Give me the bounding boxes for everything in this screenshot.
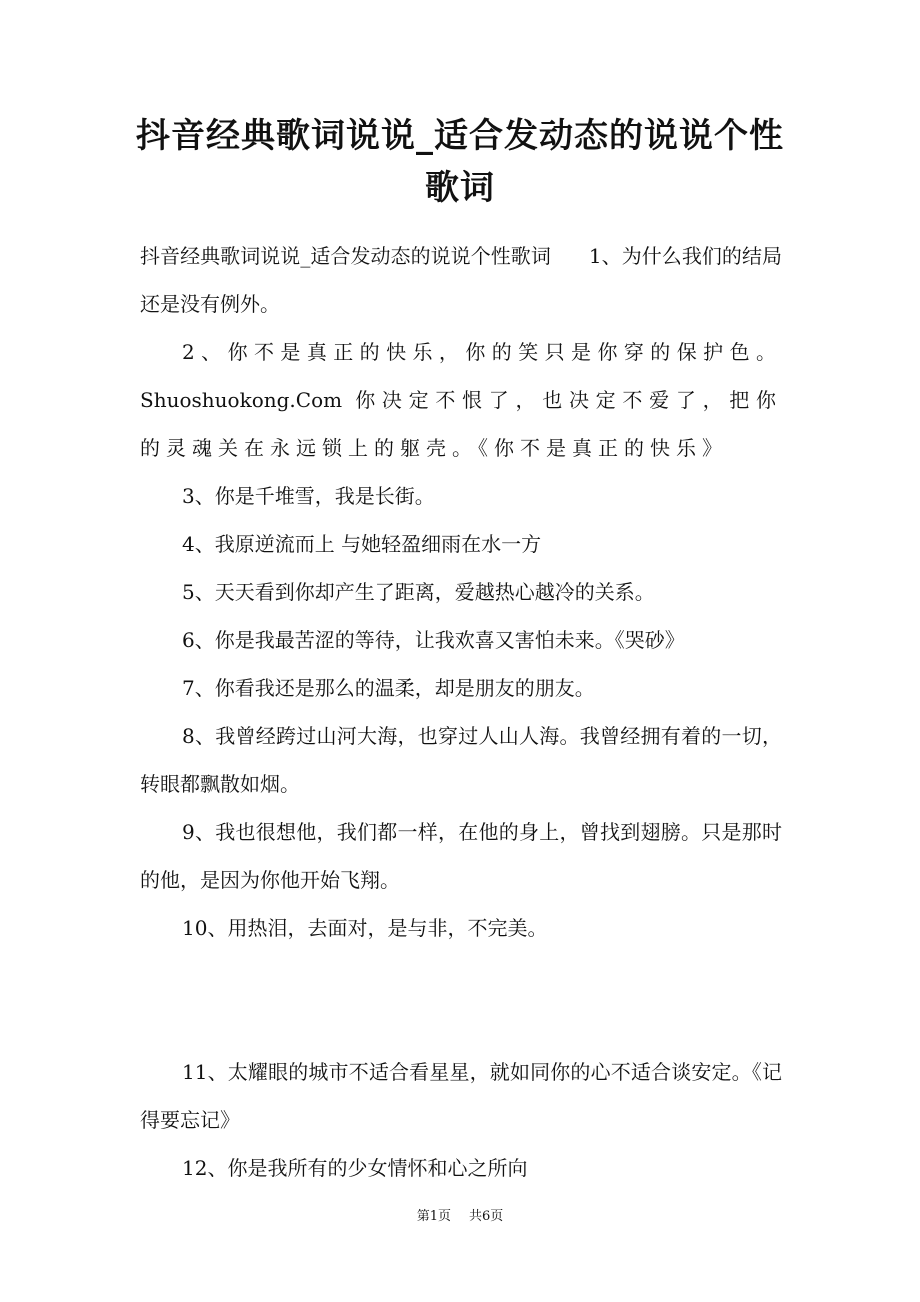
document-title: 抖音经典歌词说说_适合发动态的说说个性歌词 (136, 116, 784, 208)
intro-title-text: 抖音经典歌词说说_适合发动态的说说个性歌词 (140, 244, 551, 268)
lyric-paragraph-11: 11、太耀眼的城市不适合看星星，就如同你的心不适合谈安定。《记得要忘记》 (140, 1060, 782, 1132)
lyric-paragraph-3: 3、你是千堆雪，我是长街。 (182, 484, 435, 508)
page-number: 第1页 (416, 1209, 451, 1224)
lyric-paragraph-9: 9、我也很想他，我们都一样，在他的身上，曾找到翅膀。只是那时的他，是因为你他开始飞翔。 (140, 820, 782, 892)
lyric-item-2-continued: 你决定不恨了，也决定不爱了，把你的灵魂关在永远锁上的躯壳。《你不是真正的快乐》 (140, 388, 783, 460)
lyric-item-1: 1、为什么我们的结局还是没有例外。 (140, 244, 782, 316)
lyric-paragraph-5: 5、天天看到你却产生了距离，爱越热心越冷的关系。 (182, 580, 655, 604)
document-body (140, 232, 782, 1192)
paragraph-spacer (140, 952, 782, 1048)
page-footer (0, 1208, 920, 1226)
lyric-paragraph-2 (140, 328, 782, 472)
page-total: 共6页 (469, 1209, 504, 1224)
lyric-paragraph-10: 10、用热泪，去面对，是与非，不完美。 (182, 916, 548, 940)
lyric-item-2: 2、你不是真正的快乐，你的笑只是你穿的保护色。 (182, 340, 782, 364)
intro-paragraph (140, 232, 782, 328)
lyric-paragraph-12: 12、你是我所有的少女情怀和心之所向 (182, 1156, 528, 1180)
lyric-paragraph-7: 7、你看我还是那么的温柔，却是朋友的朋友。 (182, 676, 595, 700)
lyric-paragraph-8: 8、我曾经跨过山河大海，也穿过人山人海。我曾经拥有着的一切，转眼都飘散如烟。 (140, 724, 782, 796)
site-name-text: Shuoshuokong.Com (140, 388, 343, 412)
lyric-paragraph-6: 6、你是我最苦涩的等待，让我欢喜又害怕未来。《哭砂》 (182, 628, 685, 652)
lyric-paragraph-4: 4、我原逆流而上 与她轻盈细雨在水一方 (182, 532, 542, 556)
